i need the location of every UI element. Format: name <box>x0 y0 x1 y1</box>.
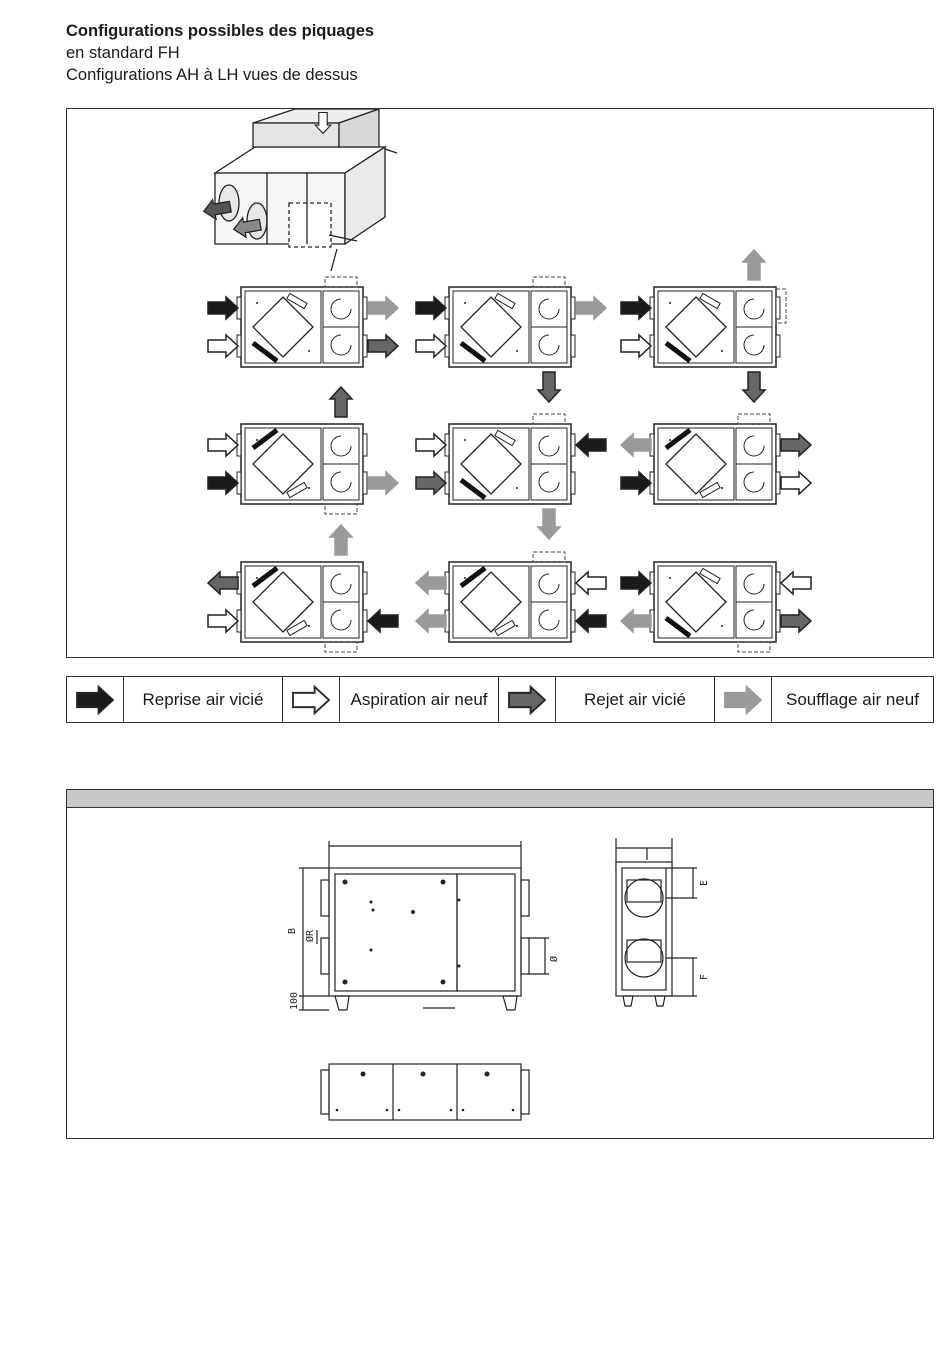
config-6-arrow-out-right-0 <box>781 434 811 456</box>
configuration-5 <box>416 414 606 539</box>
configuration-7 <box>208 525 398 652</box>
legend-icon-rejet <box>499 677 556 722</box>
config-6-arrow-out-right-1 <box>781 472 811 494</box>
dim-label-b: B <box>287 927 298 934</box>
legend-label-aspiration: Aspiration air neuf <box>340 677 499 722</box>
config-2-arrow-down <box>538 372 560 402</box>
config-5-arrow-in-left-0 <box>416 434 446 456</box>
white-arrow-icon <box>291 680 331 720</box>
config-5-arrow-down <box>538 509 560 539</box>
config-7-arrow-out-left-0 <box>208 572 238 594</box>
heading-title: Configurations possibles des piquages <box>66 22 375 40</box>
configurations-panel <box>66 108 934 658</box>
config-7-arrow-in-right-0 <box>368 610 398 632</box>
config-1-arrow-in-left-0 <box>208 297 238 319</box>
config-5-arrow-in-left-1 <box>416 472 446 494</box>
isometric-unit-drawing <box>202 109 397 271</box>
config-4-arrow-up <box>330 387 352 417</box>
config-7-arrow-in-left-0 <box>208 610 238 632</box>
dim-label-o: Ø <box>549 955 560 962</box>
config-3-arrow-in-left-0 <box>621 297 651 319</box>
config-8-arrow-in-right-0 <box>576 572 606 594</box>
legend-icon-reprise <box>67 677 124 722</box>
dimensions-panel <box>66 789 934 1139</box>
config-9-arrow-out-right-0 <box>781 610 811 632</box>
configuration-9 <box>621 562 811 652</box>
config-4-arrow-out-right-0 <box>368 472 398 494</box>
configurations-diagram <box>67 109 933 657</box>
configuration-8 <box>416 552 606 642</box>
config-6-arrow-in-left-0 <box>621 472 651 494</box>
configuration-2 <box>416 277 606 402</box>
dim-label-e: E <box>699 879 710 886</box>
config-3-arrow-up <box>743 250 765 280</box>
front-view <box>287 841 560 1010</box>
legend-label-rejet: Rejet air vicié <box>556 677 715 722</box>
legend-label-reprise: Reprise air vicié <box>124 677 283 722</box>
dim-label-or: ØR <box>305 929 316 942</box>
legend-label-soufflage: Soufflage air neuf <box>786 689 919 709</box>
dim-label-100: 100 <box>289 991 300 1010</box>
side-view <box>616 838 710 1006</box>
legend <box>66 676 934 723</box>
config-1-arrow-out-right-1 <box>368 335 398 357</box>
page-heading <box>66 20 374 86</box>
config-7-arrow-up <box>330 525 352 555</box>
light-gray-arrow-icon <box>723 680 763 720</box>
config-6-arrow-out-left-0 <box>621 434 651 456</box>
config-9-arrow-in-left-0 <box>621 572 651 594</box>
dimensions-titlebar <box>67 790 933 808</box>
configuration-4 <box>208 387 398 514</box>
config-2-arrow-in-left-1 <box>416 335 446 357</box>
config-1-arrow-in-left-1 <box>208 335 238 357</box>
heading-subtitle-2: Configurations AH à LH vues de dessus <box>66 66 358 84</box>
config-5-arrow-in-right-0 <box>576 434 606 456</box>
config-9-arrow-in-right-0 <box>781 572 811 594</box>
config-1-arrow-out-right-0 <box>368 297 398 319</box>
config-4-arrow-in-left-0 <box>208 434 238 456</box>
config-2-arrow-in-left-0 <box>416 297 446 319</box>
config-8-arrow-out-left-1 <box>416 610 446 632</box>
configuration-6 <box>621 414 811 504</box>
heading-subtitle: en standard FH <box>66 44 180 62</box>
top-view <box>321 1064 529 1120</box>
dark-gray-arrow-icon <box>507 680 547 720</box>
config-2-arrow-out-right-0 <box>576 297 606 319</box>
dim-label-f: F <box>699 973 710 980</box>
config-8-arrow-in-right-1 <box>576 610 606 632</box>
config-3-arrow-down <box>743 372 765 402</box>
legend-icon-soufflage <box>715 677 772 722</box>
configuration-1 <box>208 277 398 367</box>
black-arrow-icon <box>75 680 115 720</box>
config-4-arrow-in-left-1 <box>208 472 238 494</box>
config-3-arrow-in-left-1 <box>621 335 651 357</box>
configuration-3 <box>621 250 786 402</box>
config-9-arrow-out-left-0 <box>621 610 651 632</box>
config-8-arrow-out-left-0 <box>416 572 446 594</box>
legend-icon-aspiration <box>283 677 340 722</box>
dimensions-drawing <box>67 808 933 1138</box>
